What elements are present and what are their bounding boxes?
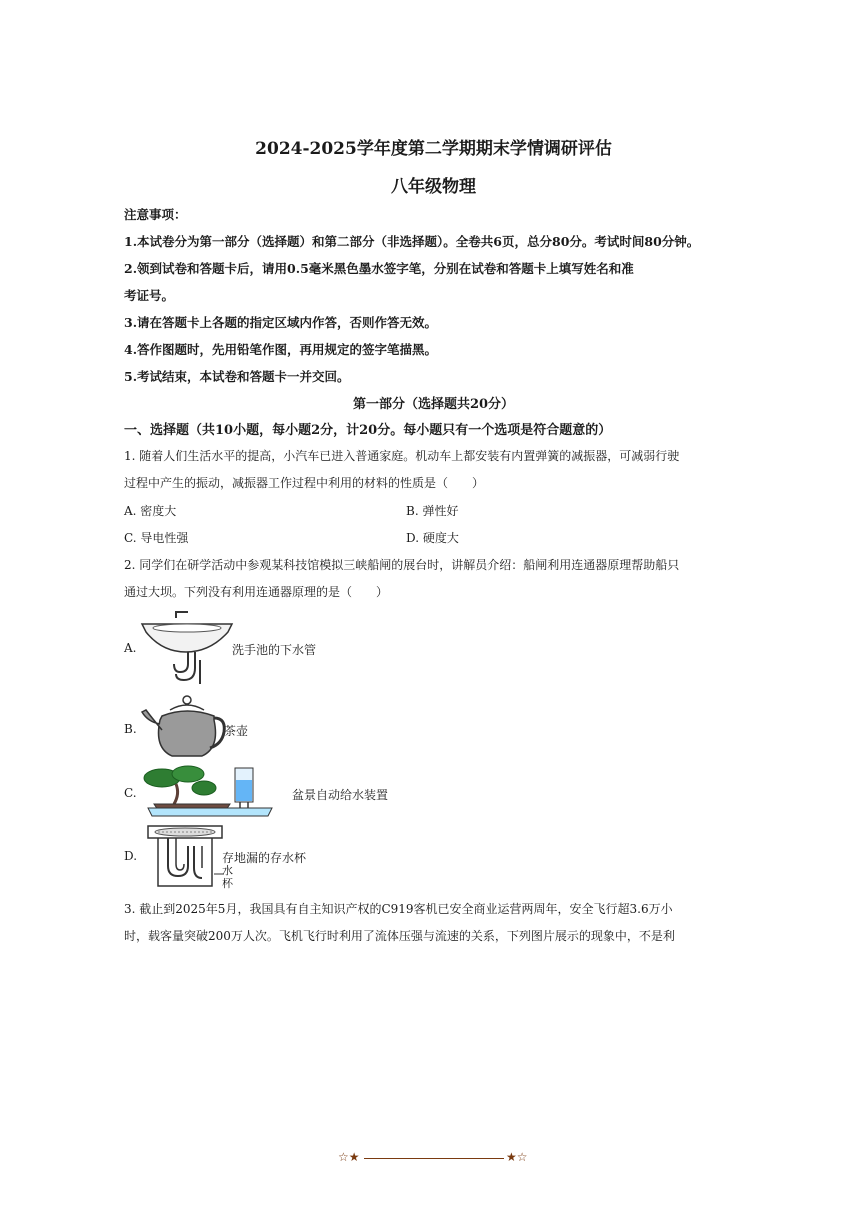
q1-option-c: C. 导电性强 [124,531,189,545]
footer-right-stars: ★☆ [506,1150,528,1164]
notice-item: 3.请在答题卡上各题的指定区域内作答，否则作答无效。 [124,315,438,330]
notice-item: 2.领到试卷和答题卡后，请用0.5毫米黑色墨水签字笔，分别在试卷和答题卡上填写姓名和准 [124,261,634,276]
q1-option-b: B. 弹性好 [406,504,459,518]
section-heading: 一、选择题（共10小题，每小题2分，计20分。每小题只有一个选项是符合题意的） [124,423,612,438]
q2-option-c-letter: C. [124,786,137,800]
q2-option-d-annotation: 杯 [222,877,233,890]
question-1-line: 1. 随着人们生活水平的提高，小汽车已进入普通家庭。机动车上都安装有内置弹簧的减振器，可减弱行驶 [124,449,680,463]
notice-item: 4.答作图题时，先用铅笔作图，再用规定的签字笔描黑。 [124,342,438,357]
notice-item: 5.考试结束，本试卷和答题卡一并交回。 [124,369,350,384]
exam-subject: 八年级物理 [391,177,476,197]
q1-option-a: A. 密度大 [124,504,177,518]
question-3-line: 3. 截止到2025年5月，我国具有自主知识产权的C919客机已安全商业运营两周年，安全飞行超3.6万小 [124,902,673,916]
question-2-line: 2. 同学们在研学活动中参观某科技馆模拟三峡船闸的展台时，讲解员介绍：船闸利用连通器原理帮助船只 [124,558,680,572]
q2-option-d-label: 存地漏的存水杯 [222,851,307,865]
q2-option-b-letter: B. [124,722,137,736]
q2-option-c-label: 盆景自动给水装置 [292,788,389,802]
q2-option-a-letter: A. [124,641,137,655]
floor-drain-cup-illustration [144,824,226,890]
question-1-line: 过程中产生的振动，减振器工作过程中利用的材料的性质是（ ） [124,476,485,490]
notice-item: 考证号。 [124,288,175,303]
bonsai-auto-watering-illustration [140,764,280,824]
notice-item: 1.本试卷分为第一部分（选择题）和第二部分（非选择题）。全卷共6页，总分80分。考试时间80分钟。 [124,234,700,249]
question-2-line: 通过大坝。下列没有利用连通器原理的是（ ） [124,585,389,599]
footer-left-stars: ☆★ [338,1150,360,1164]
footer-divider [364,1158,504,1159]
q2-option-a-label: 洗手池的下水管 [232,643,317,657]
notice-heading: 注意事项： [124,207,187,222]
exam-title: 2024-2025学年度第二学期期末学情调研评估 [255,139,612,159]
q2-option-b-label: 茶壶 [224,724,249,738]
q2-option-d-annotation: 水 [222,864,233,877]
teapot-illustration [140,694,226,762]
question-3-line: 时，载客量突破200万人次。飞机飞行时利用了流体压强与流速的关系，下列图片展示的现象中，不是利 [124,929,675,943]
sink-drain-pipe-illustration [140,608,234,686]
q2-option-d-letter: D. [124,849,138,863]
part1-heading: 第一部分（选择题共20分） [352,397,515,412]
q1-option-d: D. 硬度大 [406,531,459,545]
